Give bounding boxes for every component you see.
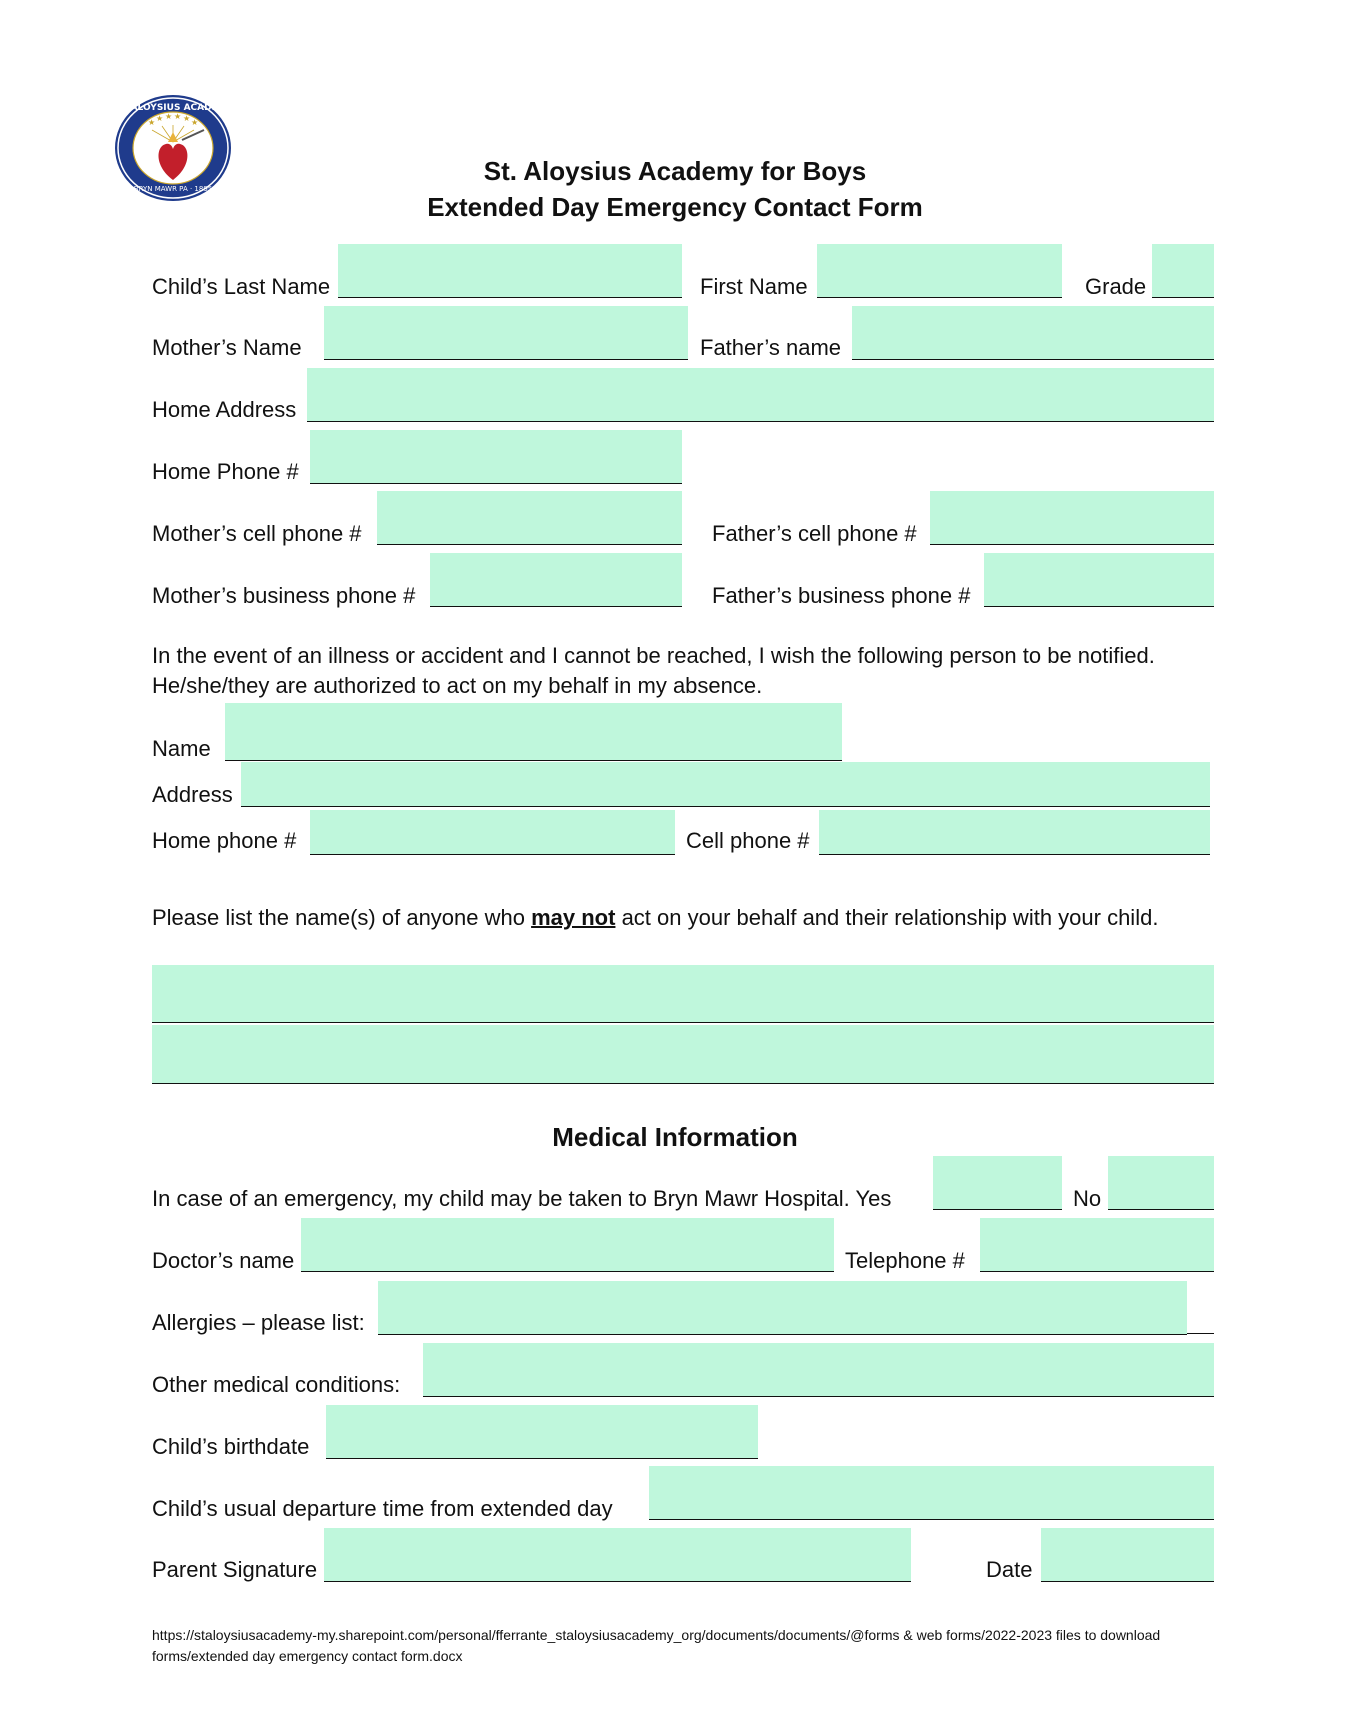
departure-time-label: Child’s usual departure time from extended day [152,1496,613,1521]
date-field[interactable] [1041,1528,1214,1582]
ec-name-field[interactable] [225,703,842,761]
hospital-yes-field[interactable] [933,1156,1062,1210]
child-last-name-label: Child’s Last Name [152,274,331,299]
father-name-label: Father’s name [700,335,842,360]
ec-name-label: Name [152,736,211,761]
allergies-label: Allergies – please list: [152,1310,365,1335]
birthdate-field[interactable] [326,1405,758,1459]
ec-cell-phone-field[interactable] [819,810,1210,855]
form-title: Extended Day Emergency Contact Form [427,192,923,222]
ec-address-label: Address [152,782,233,807]
svg-text:★: ★ [148,118,156,127]
restricted-line-2[interactable] [152,1025,1214,1084]
home-address-field[interactable] [307,368,1214,422]
grade-field[interactable] [1152,244,1214,298]
first-name-label: First Name [700,274,808,299]
doctor-phone-field[interactable] [980,1218,1214,1272]
ec-home-phone-field[interactable] [310,810,675,855]
svg-text:★: ★ [174,112,182,121]
child-first-name-field[interactable] [817,244,1062,298]
ec-home-phone-label: Home phone # [152,828,297,853]
hospital-no-label: No [1073,1186,1102,1211]
mother-name-label: Mother’s Name [152,335,302,360]
footer-file-path: https://staloysiusacademy-my.sharepoint.com/personal/fferrante_staloysiusacademy_org/documents/documents/@forms & web forms/2022-2023 files to download forms/extended day emergency contact form.docx [152,1627,1161,1664]
other-conditions-field[interactable] [423,1343,1214,1397]
father-name-field[interactable] [852,306,1214,360]
home-address-label: Home Address [152,397,297,422]
father-cell-field[interactable] [930,491,1214,545]
mother-name-field[interactable] [324,306,688,360]
mother-cell-label: Mother’s cell phone # [152,521,362,546]
emergency-instructions: In the event of an illness or accident and I cannot be reached, I wish the following person to be notified. He/she/they are authorized to act on my behalf in my absence. [152,643,1155,698]
svg-text:★: ★ [191,118,199,127]
medical-heading: Medical Information [552,1122,798,1152]
seal-location-text: BRYN MAWR PA · 1895 [133,185,213,193]
child-last-name-field[interactable] [338,244,682,298]
other-conditions-label: Other medical conditions: [152,1372,401,1397]
ec-cell-phone-label: Cell phone # [686,828,810,853]
departure-time-field[interactable] [649,1466,1214,1520]
school-name: St. Aloysius Academy for Boys [483,156,867,186]
hospital-no-field[interactable] [1108,1156,1214,1210]
mother-business-field[interactable] [430,553,682,607]
doctor-name-label: Doctor’s name [152,1248,295,1273]
date-label: Date [986,1557,1033,1582]
allergies-field[interactable] [378,1281,1187,1335]
svg-text:★: ★ [165,112,173,121]
ec-address-field[interactable] [241,762,1210,807]
birthdate-label: Child’s birthdate [152,1434,310,1459]
father-business-field[interactable] [984,553,1214,607]
mother-cell-field[interactable] [377,491,682,545]
hospital-consent-text: In case of an emergency, my child may be taken to Bryn Mawr Hospital. Yes [152,1186,892,1211]
home-phone-label: Home Phone # [152,459,299,484]
svg-text:★: ★ [183,114,191,123]
home-phone-field[interactable] [310,430,682,484]
doctor-name-field[interactable] [301,1218,834,1272]
telephone-label: Telephone # [845,1248,965,1273]
allergies-underline-tail [1187,1333,1214,1334]
seal-outer-text: ST. ALOYSIUS ACADEMY [112,103,234,113]
mother-business-label: Mother’s business phone # [152,583,416,608]
may-not-emphasis: may not [531,905,616,930]
father-business-label: Father’s business phone # [712,583,971,608]
svg-text:★: ★ [156,114,164,123]
parent-signature-label: Parent Signature [152,1557,318,1582]
restricted-line-1[interactable] [152,965,1214,1023]
restricted-instructions: Please list the name(s) of anyone who may not act on your behalf and their relationship with your child. [152,905,1159,930]
parent-signature-field[interactable] [324,1528,911,1582]
grade-label: Grade [1085,274,1147,299]
father-cell-label: Father’s cell phone # [712,521,917,546]
